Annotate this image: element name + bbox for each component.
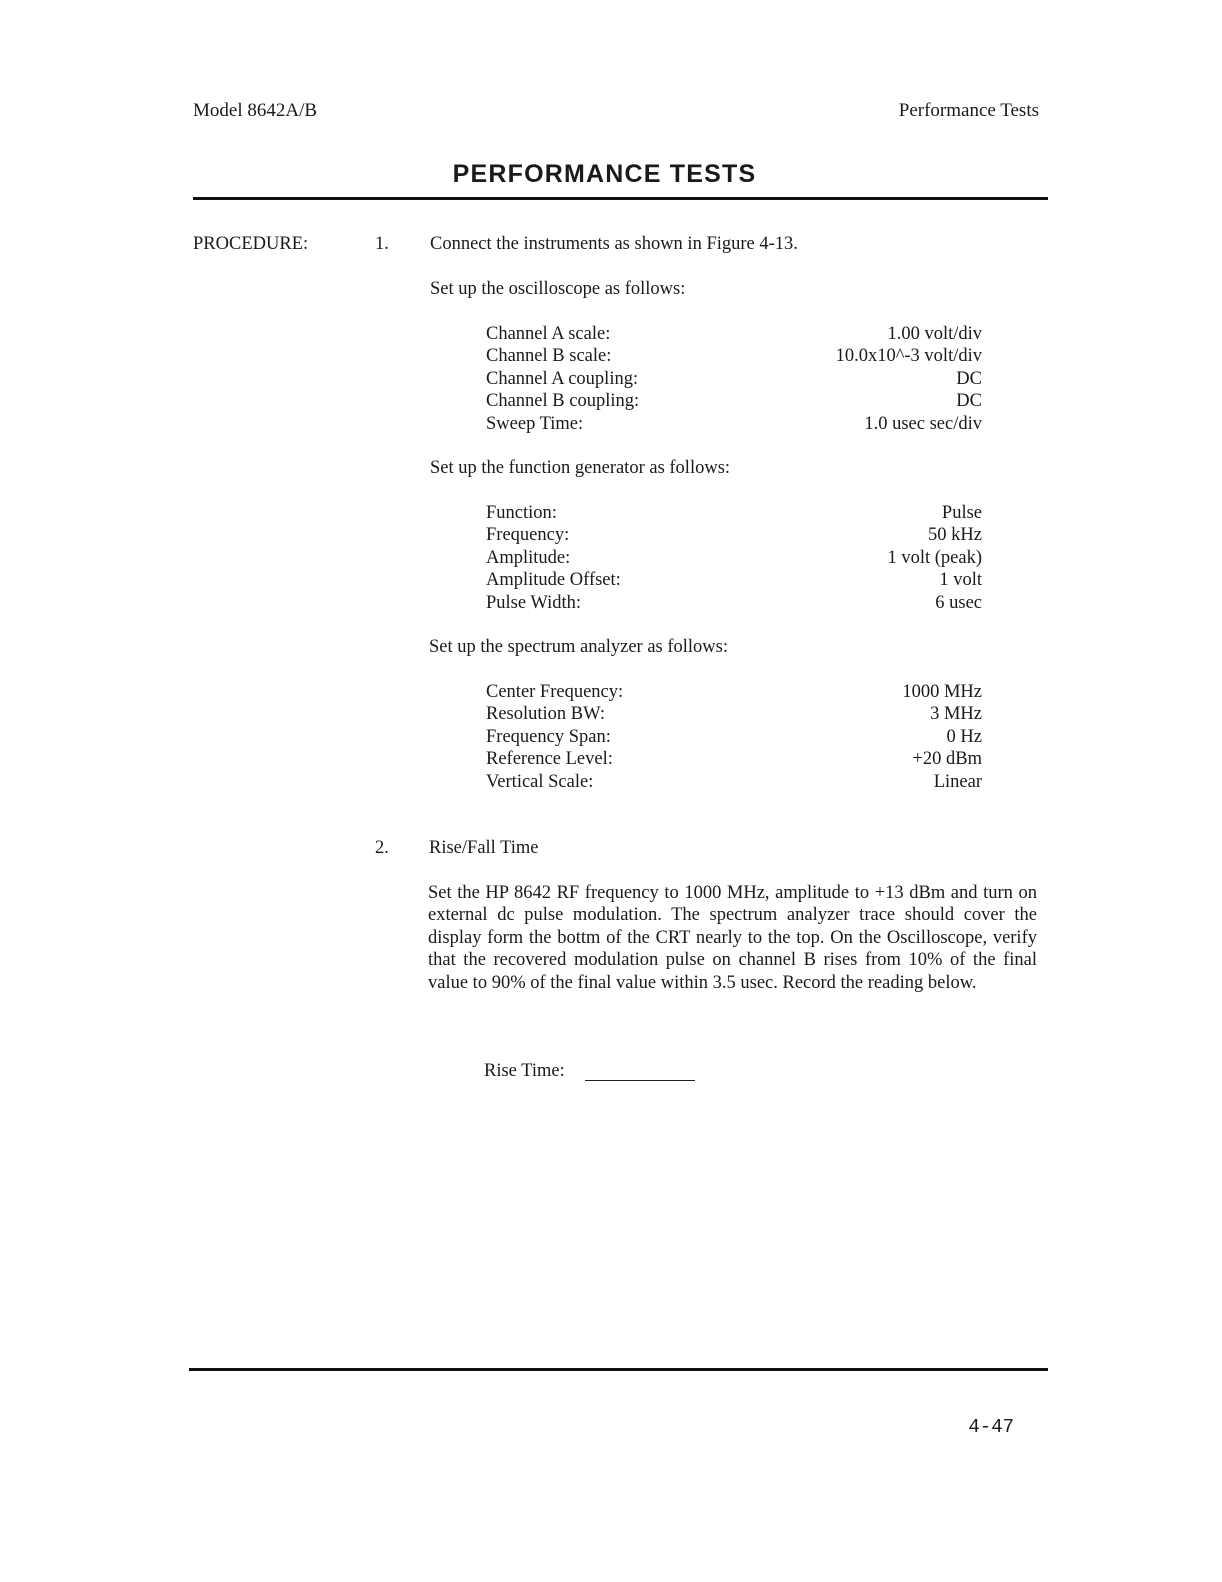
setting-row [486,547,982,569]
setting-value: 10.0x10^-3 volt/div [835,346,982,367]
rise-time-blank [585,1080,695,1081]
setting-value: Linear [933,771,982,792]
page-title: PERFORMANCE TESTS [452,160,757,188]
page-number: 4-47 [968,1416,1014,1438]
setting-value: 1 volt (peak) [887,547,982,568]
setting-label: Vertical Scale: [486,771,594,792]
setting-row [486,569,982,591]
setting-label: Function: [486,503,557,523]
setting-value: DC [956,391,982,412]
setting-row [486,681,982,703]
oscilloscope-intro: Set up the oscilloscope as follows: [430,279,686,299]
header-section: Performance Tests [898,100,1039,121]
setting-label: Channel B scale: [486,346,612,367]
setting-row [486,413,982,435]
setting-label: Reference Level: [486,749,613,770]
setting-value: Pulse [941,503,982,523]
setting-label: Center Frequency: [486,682,624,702]
function-generator-settings [486,502,982,614]
oscilloscope-settings [486,323,982,435]
setting-value: DC [956,368,982,389]
setting-label: Channel A scale: [486,324,611,344]
setting-value: 1 volt [939,570,982,591]
setting-label: Resolution BW: [486,704,606,725]
setting-label: Frequency: [486,525,570,546]
rise-time-label: Rise Time: [484,1061,565,1081]
setting-value: 1.0 usec sec/div [864,413,982,434]
step-2-number: 2. [375,838,389,858]
setting-value: 6 usec [935,592,982,613]
step-2-heading: Rise/Fall Time [429,838,539,858]
step-2-paragraph: Set the HP 8642 RF frequency to 1000 MHz, amplitude to +13 dBm and turn on external dc pulse modulation. The spectrum analyzer trace should cover the display form the bottm of the CRT nearly to the top. On the Oscilloscope, verify that the recovered modulation pulse on channel B rises from 10% of the final value to 90% of the final value within 3.5 usec. Record the reading below. [428,883,1037,993]
setting-row [486,390,982,412]
setting-value: 50 kHz [928,525,982,546]
setting-row [486,524,982,546]
setting-row [486,345,982,367]
function-generator-intro: Set up the function generator as follows: [430,458,731,478]
header-model: Model 8642A/B [193,100,318,121]
setting-row [486,323,982,345]
setting-label: Frequency Span: [486,726,611,747]
setting-row [486,703,982,725]
step-1-text: Connect the instruments as shown in Figure 4-13. [430,234,798,254]
title-divider [193,197,1048,200]
step-1-number: 1. [375,234,389,254]
setting-label: Channel A coupling: [486,368,639,389]
setting-label: Pulse Width: [486,592,582,613]
setting-value: 3 MHz [930,704,982,725]
setting-value: +20 dBm [912,749,982,770]
spectrum-analyzer-intro: Set up the spectrum analyzer as follows: [429,637,728,657]
setting-value: 0 Hz [946,726,982,747]
setting-row [486,368,982,390]
spectrum-analyzer-settings [486,681,982,793]
setting-label: Channel B coupling: [486,391,640,412]
setting-label: Amplitude: [486,547,571,568]
setting-row [486,771,982,793]
setting-row [486,592,982,614]
setting-value: 1.00 volt/div [887,324,982,344]
setting-row [486,748,982,770]
footer-divider [189,1368,1048,1371]
setting-row [486,502,982,524]
procedure-label: PROCEDURE: [193,234,309,254]
setting-value: 1000 MHz [902,682,982,702]
setting-row [486,726,982,748]
setting-label: Amplitude Offset: [486,570,621,591]
setting-label: Sweep Time: [486,413,584,434]
